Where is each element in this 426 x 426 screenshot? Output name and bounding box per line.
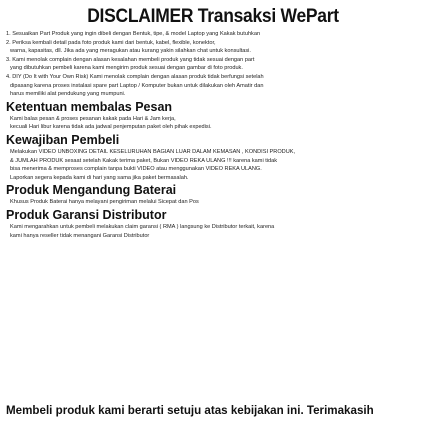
section-heading-reply-rules: Ketentuan membalas Pesan (6, 99, 173, 114)
section-heading-distributor-warranty: Produk Garansi Distributor (6, 207, 167, 222)
rule-3-line-1: 3. Kami menolak complain dengan alasan kesalahan membeli produk yang tidak sesuai dengan part (6, 56, 255, 63)
section-heading-battery-products: Produk Mengandung Baterai (6, 183, 177, 198)
distributor-warranty-line-2: kami hanya reseller tidak menangani Garansi Distributor (10, 232, 150, 239)
reply-rules-line-2: kecuali Hari libur karena tidak ada jadwal penjemputan paket oleh pihak expedisi. (10, 124, 212, 131)
page-title: DISCLAIMER Transaksi WePart (87, 6, 339, 27)
disclaimer-content (6, 30, 418, 240)
section-heading-buyer-obligations: Kewajiban Pembeli (6, 132, 120, 147)
rule-1: 1. Sesuaikan Part Produk yang ingin dibeli dengan Bentuk, tipe, & model Laptop yang Kakak butuhkan (6, 31, 261, 37)
rule-2-line-2: warna, kapasitas, dll. Jika ada yang meragukan atau kurang yakin silahkan chat untuk konsultasi. (10, 48, 251, 55)
rule-4-line-1: 4. DIY (Do It with Your Own Risk) Kami menolak complain dengan alasan produk tidak berfungsi setelah (6, 73, 264, 80)
buyer-obligations-line-2: & JUMLAH PRODUK sesaat setelah Kakak terima paket, Bukan VIDEO REKA ULANG !!! karena kami tidak (10, 157, 278, 164)
buyer-obligations-line-3: bisa menerima & memproses complain tanpa bukti VIDEO atau menggunakan VIDEO REKA ULANG. (10, 166, 262, 173)
rule-3-line-2: yang dibutuhkan pembeli karena kami mengirim produk sesuai dengan gambar di foto produk. (10, 65, 243, 72)
rule-4-line-2: dipasang karena proses instalasi spare part Laptop / Komputer bukan untuk dilakukan oleh Amatir dan (10, 82, 264, 89)
buyer-obligations-line-1: Melakukan VIDEO UNBOXING DETAIL KESELURUHAN BAGIAN LUAR DALAM KEMASAN , KONDISI PRODUK, (10, 148, 296, 155)
buyer-obligations-line-4: Laporkan segera kepada kami di hari yang sama jika paket bermasalah. (10, 174, 189, 181)
footer-agreement: Membeli produk kami berarti setuju atas kebijakan ini. Terimakasih (6, 404, 374, 417)
battery-products-line-1: Khusus Produk Baterai hanya melayani pengiriman melalui Sicepat dan Pos (10, 199, 199, 206)
distributor-warranty-line-1: Kami mengarahkan untuk pembeli melakukan claim garansi ( RMA ) langsung ke Distributor terkait, karena (10, 223, 275, 230)
reply-rules-line-1: Kami balas pesan & proses pesanan kakak pada Hari & Jam kerja, (10, 115, 176, 122)
rule-2-line-1: 2. Periksa kembali detail pada foto produk kami dari bentuk, kabel, flexible, konektor, (6, 39, 216, 46)
rule-4-line-3: harus memiliki alat pendukung yang mumpuni. (10, 91, 126, 98)
